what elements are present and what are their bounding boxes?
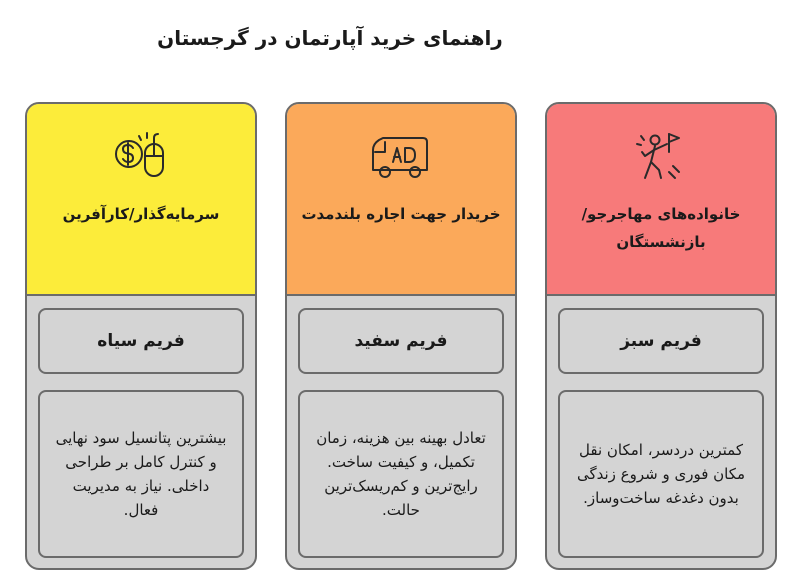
black-frame-label: فریم سیاه — [38, 308, 244, 374]
white-frame-label: فریم سفید — [298, 308, 504, 374]
rental-buyer-card — [285, 102, 517, 570]
rental-buyer-heading: خریدار جهت اجاره بلندمدت — [301, 205, 501, 223]
ad-van-icon — [369, 130, 433, 184]
investor-heading: سرمایه‌گذار/کارآفرین — [62, 205, 220, 223]
rental-buyer-card-header — [287, 104, 515, 296]
families-card-header — [547, 104, 775, 296]
white-frame-description: تعادل بهینه بین هزینه، زمان تکمیل، و کیفیت ساخت. رایج‌ترین و کم‌ریسک‌ترین حالت. — [298, 390, 504, 558]
green-frame-description: کمترین دردسر، امکان نقل مکان فوری و شروع زندگی بدون دغدغه ساخت‌وساز. — [558, 390, 764, 558]
investor-mouse-icon — [109, 130, 173, 184]
green-frame-label: فریم سبز — [558, 308, 764, 374]
person-flag-icon — [629, 130, 693, 184]
families-heading: خانواده‌های مهاجرجو/بازنشستگان — [581, 205, 741, 251]
investor-card-header — [27, 104, 255, 296]
page-title: راهنمای خرید آپارتمان در گرجستان — [157, 26, 503, 50]
families-card — [545, 102, 777, 570]
investor-card — [25, 102, 257, 570]
black-frame-description: بیشترین پتانسیل سود نهایی و کنترل کامل بر طراحی داخلی. نیاز به مدیریت فعال. — [38, 390, 244, 558]
